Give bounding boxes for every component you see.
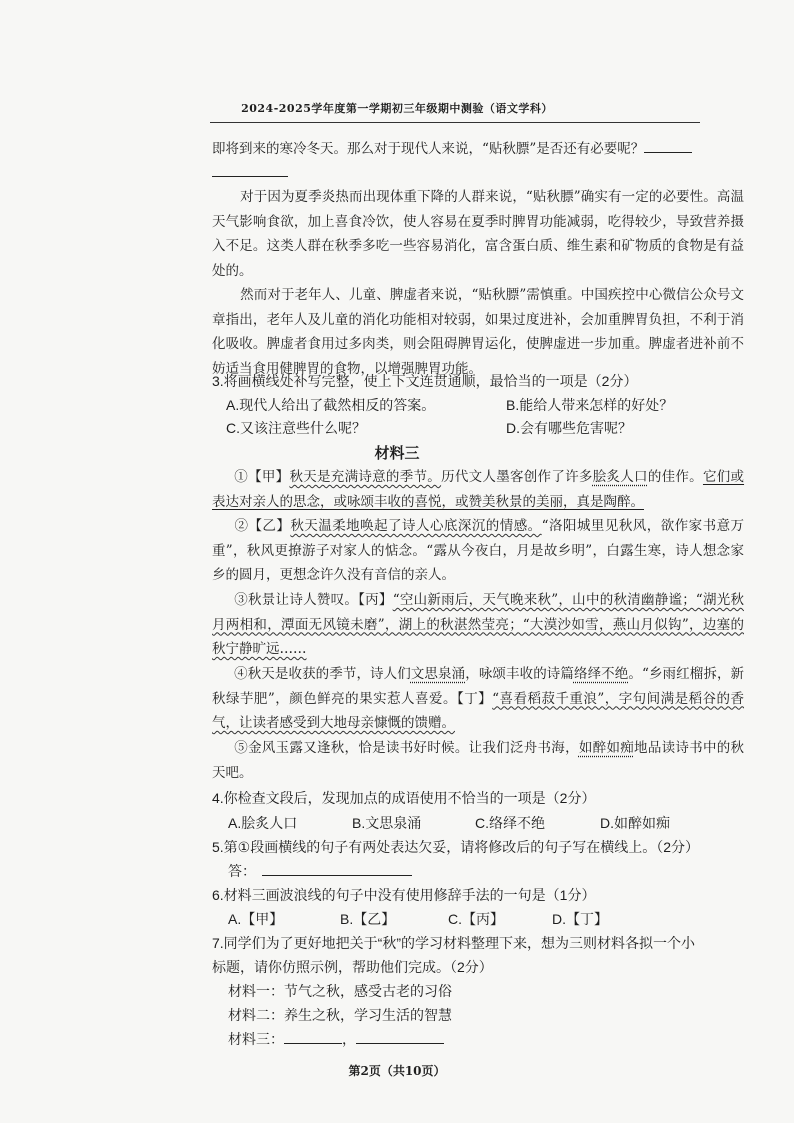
question-5-stem: 5.第①段画横线的句子有两处表达欠妥，请将修改后的句子写在横线上。（2分）	[212, 839, 700, 855]
q6-option-c[interactable]: C.【丙】	[448, 911, 504, 927]
q7-material-2: 材料二：养生之秋，学习生活的智慧	[228, 1007, 452, 1023]
dotted-idiom-1: 脍炙人口	[592, 469, 648, 485]
question-4-stem: 4.你检查文段后，发现加点的成语使用不恰当的一项是（2分）	[212, 790, 596, 806]
wavy-sentence-bing: “空山新雨后，天气晚来秋”，山中的秋清幽静谧；“湖光秋月两相和，潭面无风镜未磨”，湖上的秋湛然莹亮；“大漠沙如雪，燕山月似钩”，边塞的秋宁静旷远……	[212, 592, 744, 657]
q3-option-a[interactable]: A.现代人给出了截然相反的答案。	[226, 397, 436, 413]
q4-option-d[interactable]: D.如醉如痴	[600, 815, 670, 831]
question-6-stem: 6.材料三画波浪线的句子中没有使用修辞手法的一句是（1分）	[212, 887, 596, 903]
material-3-paragraph-2: ②【乙】秋天温柔地唤起了诗人心底深沉的情感。“洛阳城里见秋风，欲作家书意万重”，秋风更撩游子对家人的惦念。“露从今夜白，月是故乡明”，白露生寒，诗人想念家乡的圆月，更想念许久没有音信的亲人。	[212, 518, 745, 583]
dotted-idiom-3: 络绎不绝	[573, 666, 629, 682]
q6-option-d[interactable]: D.【丁】	[552, 911, 608, 927]
q7-blank-1[interactable]	[284, 1029, 342, 1044]
q7-material-3: 材料三： ，	[228, 1027, 444, 1051]
answer-blank-q3[interactable]	[644, 138, 692, 153]
material-3-paragraph-3: ③秋景让诗人赞叹。【丙】“空山新雨后，天气晚来秋”，山中的秋清幽静谧；“湖光秋月两相和，潭面无风镜未磨”，湖上的秋湛然莹亮；“大漠沙如雪，燕山月似钩”，边塞的秋宁静旷远……	[212, 592, 744, 657]
intro-line-2	[212, 161, 752, 185]
passage-paragraph-2: 然而对于老年人、儿童、脾虚者来说，“贴秋膘”需慎重。中国疾控中心微信公众号文章指出，老年人及儿童的消化功能相对较弱，如果过度进补，会加重脾胃负担，不利于消化吸收。脾虚者食用过多肉类，则会阻碍脾胃运化，使脾虚进一步加重。脾虚者进补前不妨适当食用健脾胃的食物，以增强脾胃功能。	[212, 287, 744, 377]
q4-option-c[interactable]: C.络绎不绝	[475, 815, 545, 831]
material-3-paragraph-5: ⑤金风玉露又逢秋，恰是读书好时候。让我们泛舟书海，如醉如痴地品读诗书中的秋天吧。	[212, 740, 745, 781]
q6-option-a[interactable]: A.【甲】	[228, 911, 284, 927]
q3-option-b[interactable]: B.能给人带来怎样的好处？	[506, 397, 674, 413]
question-7-stem-2: 标题，请你仿照示例，帮助他们完成。（2分）	[212, 959, 493, 975]
wavy-sentence-jia: 秋天是充满诗意的季节。	[289, 469, 442, 485]
intro-line	[212, 137, 752, 161]
wavy-sentence-yi: 秋天温柔地唤起了诗人心底深沉的情感。	[290, 518, 542, 534]
q7-material-1: 材料一：节气之秋，感受古老的习俗	[228, 983, 452, 999]
q6-option-b[interactable]: B.【乙】	[340, 911, 396, 927]
q4-option-a[interactable]: A.脍炙人口	[228, 815, 298, 831]
question-7-stem-1: 7.同学们为了更好地把关于“秋”的学习材料整理下来，想为三则材料各拟一个小	[212, 935, 695, 951]
question-3-stem: 3.将画横线处补写完整，使上下文连贯通顺，最恰当的一项是（2分）	[212, 373, 638, 389]
page-footer: 第2页（共10页）	[348, 1064, 446, 1078]
header-rule	[210, 122, 700, 123]
q4-option-b[interactable]: B.文思泉涌	[352, 815, 422, 831]
material-3-paragraph-1: ①【甲】秋天是充满诗意的季节。历代文人墨客创作了许多脍炙人口的佳作。它们或表达对亲人的思念，或咏颂丰收的喜悦，或赞美秋景的美丽，真是陶醉。	[212, 469, 745, 510]
intro-text: 即将到来的寒冷冬天。那么对于现代人来说，“贴秋膘”是否还有必要呢？	[212, 141, 645, 157]
underlined-sentence: 它们或表达对亲人的思念，或咏颂丰收的喜悦，或赞美秋景的美丽，真是陶醉。	[212, 469, 745, 510]
q5-answer-blank[interactable]	[262, 861, 412, 876]
q3-option-d[interactable]: D.会有哪些危害呢？	[506, 420, 632, 436]
q5-answer: 答：	[228, 859, 412, 883]
material-3-title: 材料三	[374, 445, 420, 462]
passage-paragraph-1: 对于因为夏季炎热而出现体重下降的人群来说，“贴秋膘”确实有一定的必要性。高温天气影响食欲，加上喜食冷饮，使人容易在夏季时脾胃功能减弱，吃得较少，导致营养摄入不足。这类人群在秋季多吃一些容易消化，富含蛋白质、维生素和矿物质的食物是有益处的。	[212, 189, 744, 279]
dotted-idiom-4: 如醉如痴	[578, 740, 635, 756]
page-header: 2024-2025学年度第一学期初三年级期中测验（语文学科）	[241, 102, 553, 115]
wavy-sentence-ding: “喜看稻菽千重浪”，字句间满是稻谷的香气，让读者感受到大地母亲慷慨的馈赠。	[212, 690, 745, 731]
q7-blank-2[interactable]	[356, 1029, 444, 1044]
q3-option-c[interactable]: C.又该注意些什么呢？	[226, 420, 366, 436]
answer-blank-q3-cont[interactable]	[212, 162, 288, 177]
dotted-idiom-2: 文思泉涌	[410, 666, 466, 682]
material-3-paragraph-4: ④秋天是收获的季节，诗人们文思泉涌，咏颂丰收的诗篇络绎不绝。“乡雨红榴拆，新秋绿芋肥”，颜色鲜亮的果实惹人喜爱。【丁】“喜看稻菽千重浪”，字句间满是稻谷的香气，让读者感受到大地母亲慷慨的馈赠。	[212, 666, 745, 731]
